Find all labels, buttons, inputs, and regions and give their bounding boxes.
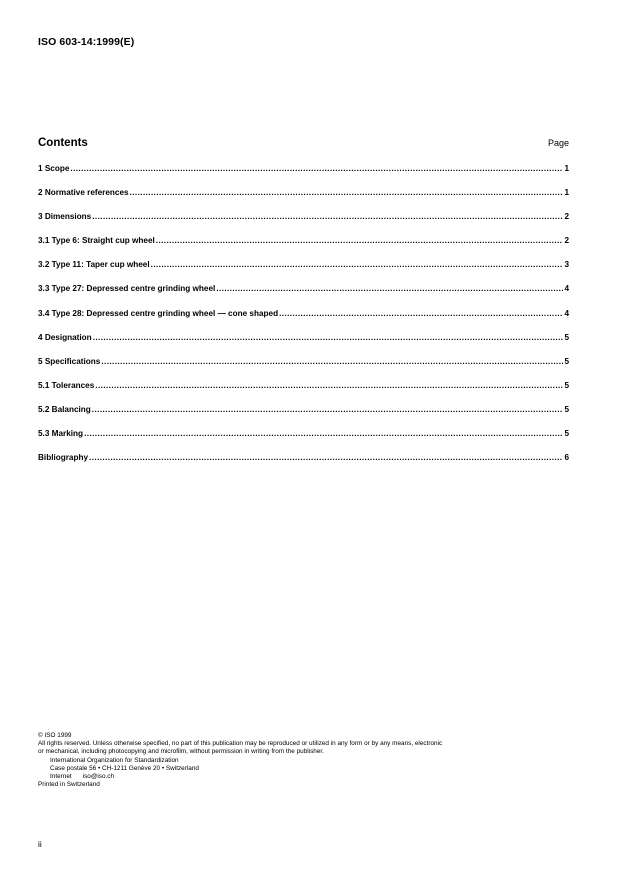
toc-entry-dimensions[interactable] [38, 212, 569, 236]
toc-entry-normative-references[interactable] [38, 188, 569, 212]
toc-entry-title: 5.3 Marking [38, 429, 84, 439]
toc-dot-leader [84, 429, 563, 438]
toc-entry-title: 5.2 Balancing [38, 404, 91, 414]
toc-entry-marking[interactable] [38, 429, 569, 453]
toc-entry-type-11[interactable] [38, 260, 569, 284]
printed-in: Printed in Switzerland [38, 781, 100, 789]
toc-entry-title: 5.1 Tolerances [38, 380, 95, 390]
toc-dot-leader [92, 212, 563, 221]
rights-statement-line-2: or mechanical, including photocopying and microfilm, without permission in writing from the publisher. [38, 748, 324, 756]
toc-entry-page: 5 [564, 332, 569, 342]
toc-entry-specifications[interactable] [38, 357, 569, 381]
toc-dot-leader [151, 260, 564, 269]
toc-dot-leader [156, 236, 564, 245]
toc-entry-title: 3.4 Type 28: Depressed centre grinding wheel — cone shaped [38, 308, 279, 318]
toc-entry-balancing[interactable] [38, 405, 569, 429]
toc-entry-type-28[interactable] [38, 309, 569, 333]
toc-entry-page: 5 [564, 356, 569, 366]
toc-entry-title: 3.3 Type 27: Depressed centre grinding wheel [38, 284, 216, 294]
toc-entry-title: 4 Designation [38, 332, 92, 342]
internet-email[interactable]: iso@iso.ch [82, 773, 115, 781]
toc-entry-page: 5 [564, 404, 569, 414]
toc-entry-designation[interactable] [38, 333, 569, 357]
toc-entry-type-6[interactable] [38, 236, 569, 260]
document-id: ISO 603-14:1999(E) [38, 36, 135, 48]
toc-entry-title: 3.1 Type 6: Straight cup wheel [38, 236, 155, 246]
toc-dot-leader [93, 333, 564, 342]
page-column-heading: Page [547, 138, 569, 148]
toc-dot-leader [216, 284, 563, 293]
toc-dot-leader [101, 357, 563, 366]
toc-entry-page: 2 [564, 236, 569, 246]
toc-entry-page: 2 [564, 212, 569, 222]
internet-label: Internet [50, 773, 72, 781]
toc-dot-leader [130, 188, 564, 197]
toc-entry-type-27[interactable] [38, 284, 569, 308]
toc-entry-bibliography[interactable] [38, 453, 569, 477]
toc-entry-title: 5 Specifications [38, 356, 101, 366]
page-number: ii [38, 839, 42, 849]
contents-heading: Contents [38, 137, 88, 149]
toc-entry-title: 3 Dimensions [38, 212, 92, 222]
toc-entry-page: 1 [564, 164, 569, 173]
table-of-contents [38, 164, 569, 477]
copyright-notice: © ISO 1999 [38, 732, 72, 739]
toc-entry-page: 3 [564, 260, 569, 270]
toc-dot-leader [70, 164, 563, 173]
toc-dot-leader [279, 309, 563, 318]
toc-entry-title: 1 Scope [38, 164, 70, 173]
toc-entry-tolerances[interactable] [38, 381, 569, 405]
rights-statement-line-1: All rights reserved. Unless otherwise specified, no part of this publication may be reproduced or utilized in any form or by any means, electronic [38, 740, 443, 748]
toc-entry-page: 4 [564, 284, 569, 294]
publisher-organization: International Organization for Standardization [50, 756, 179, 764]
toc-entry-title: Bibliography [38, 453, 89, 463]
toc-entry-page: 4 [564, 308, 569, 318]
toc-dot-leader [92, 405, 564, 414]
toc-entry-title: 2 Normative references [38, 188, 129, 198]
toc-entry-scope[interactable] [38, 164, 569, 188]
toc-entry-page: 6 [564, 453, 569, 463]
publisher-internet [38, 773, 578, 781]
toc-dot-leader [89, 453, 563, 462]
toc-entry-page: 5 [564, 429, 569, 439]
copyright-block [38, 732, 578, 789]
toc-dot-leader [95, 381, 563, 390]
toc-entry-page: 5 [564, 380, 569, 390]
toc-entry-title: 3.2 Type 11: Taper cup wheel [38, 260, 150, 270]
toc-entry-page: 1 [564, 188, 569, 198]
publisher-address: Case postale 56 • CH-1211 Genève 20 • Switzerland [50, 764, 199, 772]
